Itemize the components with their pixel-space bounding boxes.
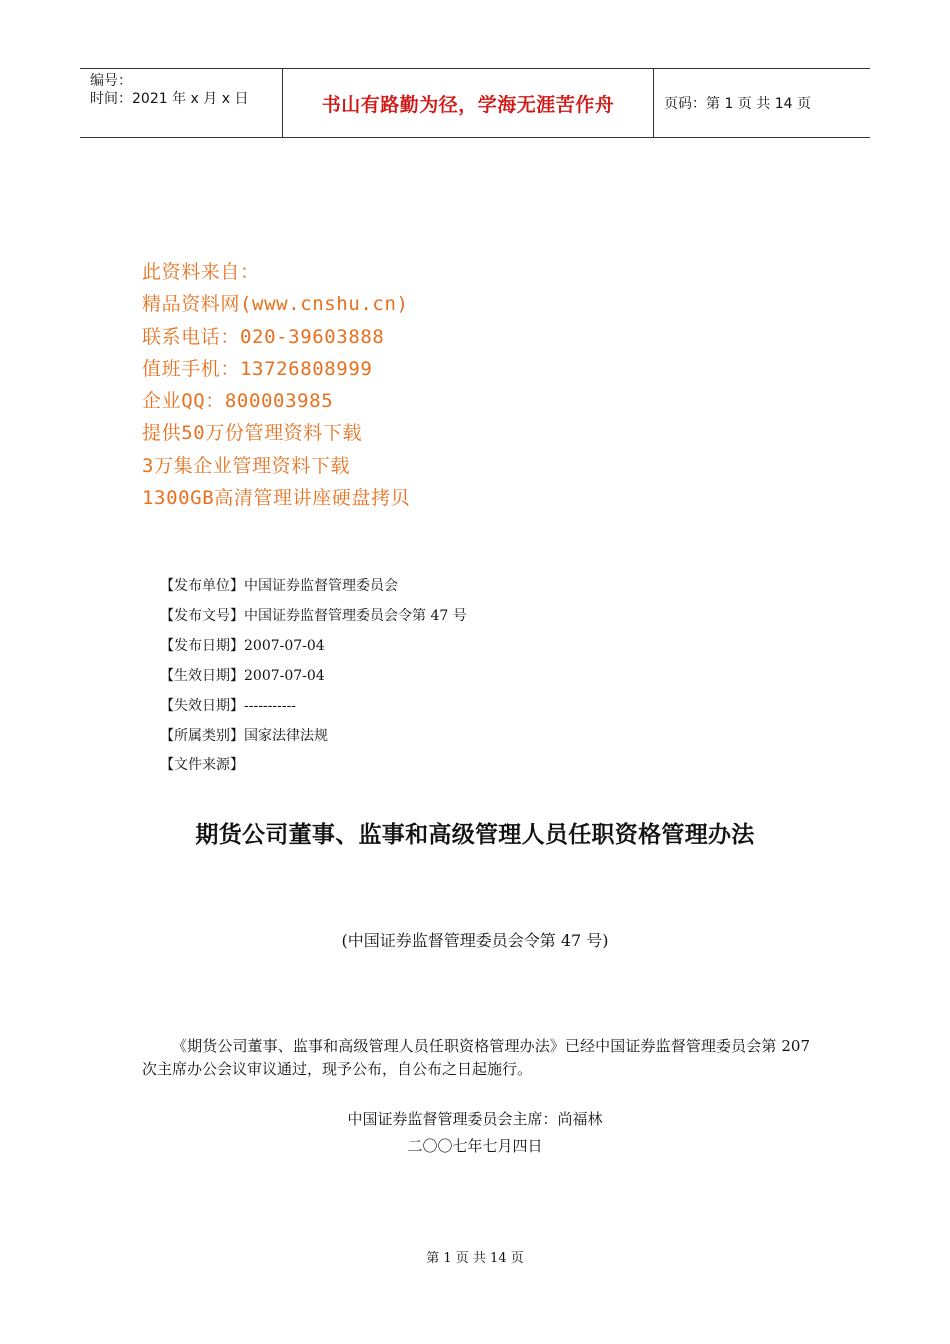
meta-label: 【发布文号】 bbox=[160, 607, 244, 624]
promo-block bbox=[142, 256, 410, 514]
meta-row-effective-date bbox=[160, 662, 467, 692]
meta-row-source bbox=[160, 751, 467, 781]
meta-value: ----------- bbox=[244, 697, 297, 714]
header-slogan-cell bbox=[282, 69, 654, 137]
document-subtitle: (中国证券监督管理委员会令第 47 号) bbox=[341, 931, 609, 950]
metadata-list bbox=[160, 572, 467, 781]
document-date: 二〇〇七年七月四日 bbox=[407, 1137, 543, 1155]
header-info-cell bbox=[80, 69, 282, 137]
promo-line: 提供50万份管理资料下载 bbox=[142, 422, 363, 445]
meta-label: 【失效日期】 bbox=[160, 697, 244, 714]
document-number-label: 编号： bbox=[90, 73, 132, 89]
meta-value: 2007-07-04 bbox=[244, 667, 325, 684]
meta-row-doc-number bbox=[160, 602, 467, 632]
promo-line: 精品资料网(www.cnshu.cn) bbox=[142, 293, 409, 316]
header-page-cell bbox=[654, 69, 870, 137]
document-signatory: 中国证券监督管理委员会主席：尚福林 bbox=[347, 1110, 603, 1128]
header-slogan: 书山有路勤为径，学海无涯苦作舟 bbox=[321, 93, 615, 116]
promo-line: 1300GB高清管理讲座硬盘拷贝 bbox=[142, 487, 411, 510]
meta-value: 2007-07-04 bbox=[244, 637, 325, 654]
meta-row-category bbox=[160, 722, 467, 752]
meta-row-publish-date bbox=[160, 632, 467, 662]
meta-label: 【所属类别】 bbox=[160, 727, 244, 744]
page-footer: 第 1 页 共 14 页 bbox=[426, 1251, 524, 1266]
promo-line: 此资料来自： bbox=[142, 261, 260, 283]
meta-label: 【文件来源】 bbox=[160, 757, 244, 774]
promo-line: 企业QQ：800003985 bbox=[142, 390, 334, 413]
meta-row-publisher bbox=[160, 572, 467, 602]
document-title: 期货公司董事、监事和高级管理人员任职资格管理办法 bbox=[195, 822, 755, 848]
meta-label: 【生效日期】 bbox=[160, 667, 244, 684]
document-time: 时间：2021 年 x 月 x 日 bbox=[90, 91, 249, 107]
meta-value: 国家法律法规 bbox=[244, 727, 328, 744]
meta-label: 【发布单位】 bbox=[160, 578, 244, 594]
meta-label: 【发布日期】 bbox=[160, 637, 244, 654]
document-header bbox=[80, 68, 870, 138]
promo-line: 值班手机：13726808999 bbox=[142, 357, 373, 380]
meta-row-expiry-date bbox=[160, 692, 467, 722]
promo-line: 联系电话：020-39603888 bbox=[142, 325, 385, 348]
promo-line: 3万集企业管理资料下载 bbox=[142, 454, 351, 477]
meta-value: 中国证券监督管理委员会 bbox=[244, 578, 398, 594]
document-body-paragraph: 《期货公司董事、监事和高级管理人员任职资格管理办法》已经中国证券监督管理委员会第 207 次主席办公会议审议通过，现予公布，自公布之日起施行。 bbox=[142, 1037, 810, 1078]
meta-value: 中国证券监督管理委员会令第 47 号 bbox=[244, 607, 467, 624]
header-page-info: 页码：第 1 页 共 14 页 bbox=[664, 96, 811, 112]
